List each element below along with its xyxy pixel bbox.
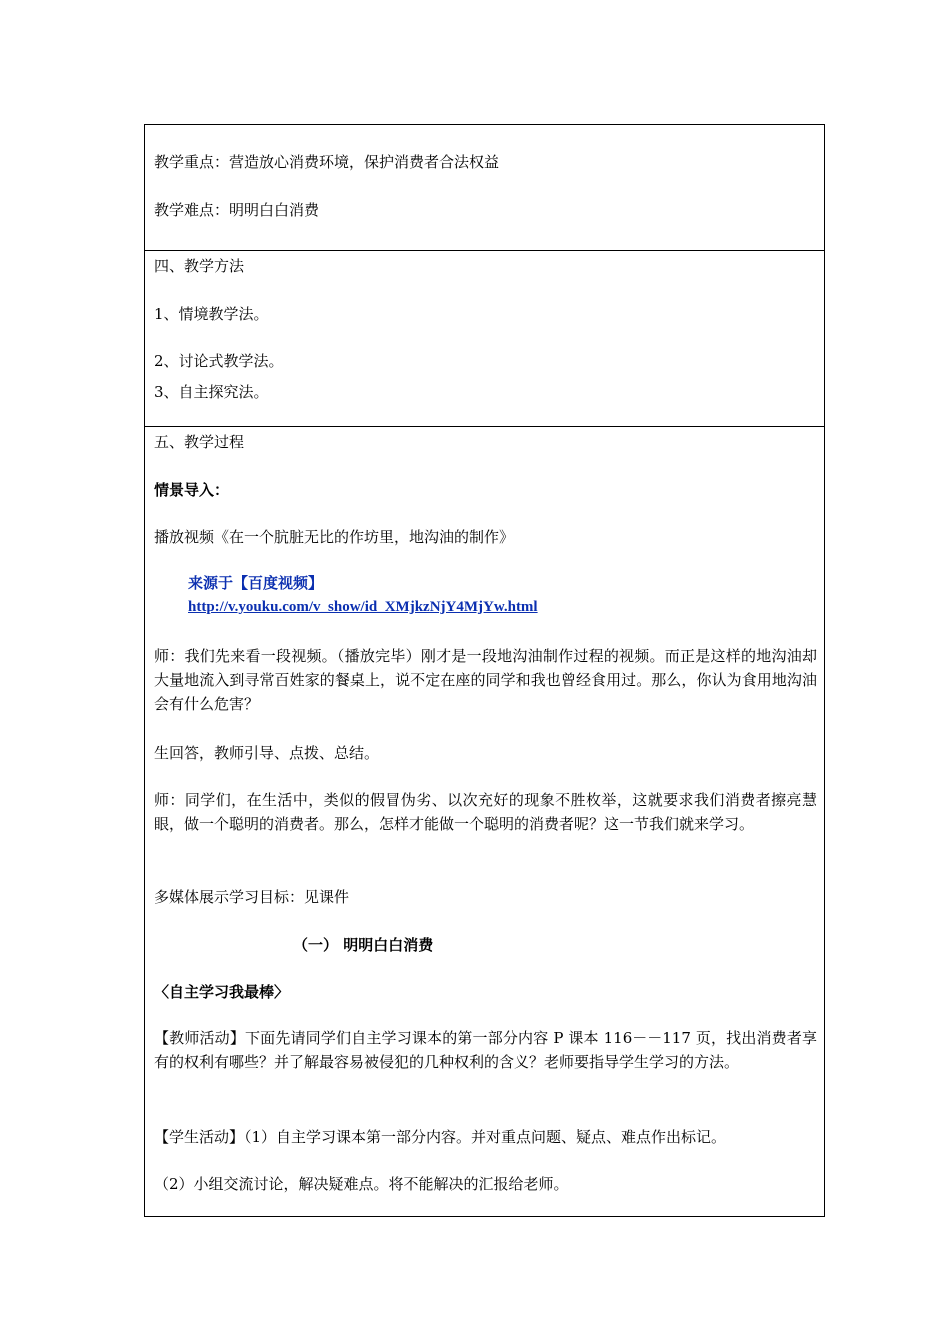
video-line: 播放视频《在一个肮脏无比的作坊里，地沟油的制作》 — [154, 528, 515, 546]
objectives-line: 多媒体展示学习目标：见课件 — [154, 888, 350, 906]
teacher-paragraph-2: 师：同学们，在生活中，类似的假冒伪劣、以次充好的现象不胜枚举，这就要求我们消费者擦亮慧眼，做一个聪明的消费者。那么，怎样才能做一个聪明的消费者呢？这一节我们就来学习。 — [154, 791, 817, 833]
process-title: 五、教学过程 — [154, 433, 245, 451]
method-item: 2、讨论式教学法。 — [154, 352, 284, 370]
teaching-focus-cell — [145, 125, 824, 251]
student-activity-1: 【学生活动】（1）自主学习课本第一部分内容。并对重点问题、疑点、难点作出标记。 — [154, 1128, 727, 1146]
source-link[interactable]: http://v.youku.com/v_show/id_XMjkzNjY4MjYw.html — [188, 599, 538, 615]
difficult-point-text: 教学难点：明明白白消费 — [154, 201, 320, 219]
teacher-activity: 【教师活动】下面先请同学们自主学习课本的第一部分内容 P 课本 116－－117 页，找出消费者享有的权利有哪些？并了解最容易被侵犯的几种权利的含义？老师要指导学生学习的方法。 — [154, 1029, 817, 1071]
intro-heading: 情景导入： — [154, 481, 230, 499]
teacher-paragraph-1: 师：我们先来看一段视频。（播放完毕）刚才是一段地沟油制作过程的视频。而正是这样的地沟油却大量地流入到寻常百姓家的餐桌上，说不定在座的同学和我也曾经食用过。那么，你认为食用地沟油会有什么危害？ — [154, 647, 817, 713]
student-answer-line: 生回答，教师引导、点拨、总结。 — [154, 744, 380, 762]
self-study-heading: 〈自主学习我最棒〉 — [154, 983, 290, 1001]
key-point-text: 教学重点：营造放心消费环境，保护消费者合法权益 — [154, 153, 500, 171]
subsection-heading: （一） 明明白白消费 — [293, 936, 434, 954]
lesson-plan-table — [144, 124, 825, 1217]
methods-title: 四、教学方法 — [154, 257, 245, 275]
method-item: 3、自主探究法。 — [154, 383, 269, 401]
teaching-methods-cell — [145, 251, 824, 427]
method-item: 1、情境教学法。 — [154, 305, 269, 323]
video-source — [188, 571, 538, 619]
source-label: 来源于【百度视频】 — [188, 574, 324, 592]
teaching-process-cell — [145, 427, 824, 1216]
student-activity-2: （2）小组交流讨论，解决疑难点。将不能解决的汇报给老师。 — [154, 1175, 569, 1193]
